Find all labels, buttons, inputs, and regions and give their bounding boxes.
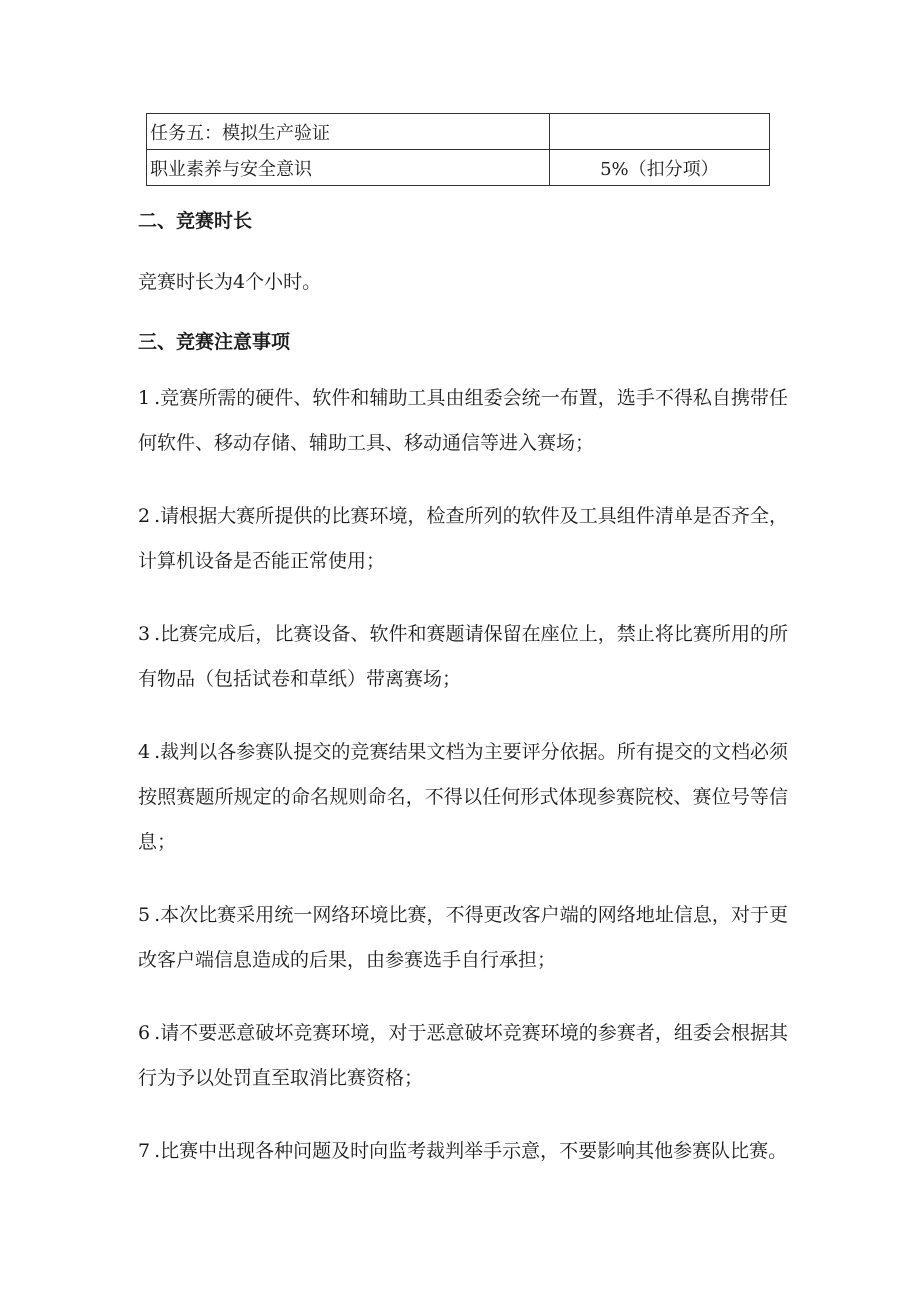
table-row (147, 114, 770, 150)
note-text: .本次比赛采用统一网络环境比赛，不得更改客户端的网络地址信息，对于更改客户端信息造成的后果，由参赛选手自行承担； (138, 904, 788, 971)
note-text: .比赛完成后，比赛设备、软件和赛题请保留在座位上，禁止将比赛所用的所有物品（包括试卷和草纸）带离赛场； (138, 623, 788, 690)
note-number: 2 (138, 505, 151, 527)
duration-text: 竞赛时长为4个小时。 (138, 271, 322, 293)
list-item (138, 376, 788, 466)
note-number: 7 (138, 1140, 151, 1162)
note-number: 3 (138, 623, 151, 645)
table-cell-item: 任务五：模拟生产验证 (147, 114, 550, 150)
list-item (138, 1129, 788, 1174)
note-number: 5 (138, 904, 151, 926)
table-cell-item: 职业素养与安全意识 (147, 150, 550, 186)
list-item (138, 893, 788, 983)
section-title-notes: 三、竞赛注意事项 (138, 331, 291, 353)
note-number: 6 (138, 1022, 151, 1044)
list-item (138, 494, 788, 584)
note-text: .请不要恶意破坏竞赛环境，对于恶意破坏竞赛环境的参赛者，组委会根据其行为予以处罚直至取消比赛资格； (138, 1022, 788, 1089)
table-cell-score (549, 114, 769, 150)
section-title-duration: 二、竞赛时长 (138, 210, 253, 232)
notes-list (138, 376, 788, 1202)
note-text: .裁判以各参赛队提交的竞赛结果文档为主要评分依据。所有提交的文档必须按照赛题所规定的命名规则命名，不得以任何形式体现参赛院校、赛位号等信息； (138, 741, 788, 853)
list-item (138, 1011, 788, 1101)
table-cell-score: 5%（扣分项） (549, 150, 769, 186)
score-table (146, 113, 770, 186)
list-item (138, 730, 788, 865)
note-number: 1 (138, 387, 151, 409)
note-text: .竞赛所需的硬件、软件和辅助工具由组委会统一布置，选手不得私自携带任何软件、移动存储、辅助工具、移动通信等进入赛场； (138, 387, 788, 454)
note-number: 4 (138, 741, 151, 763)
table-row (147, 150, 770, 186)
note-text: .请根据大赛所提供的比赛环境，检查所列的软件及工具组件清单是否齐全，计算机设备是否能正常使用； (138, 505, 788, 572)
note-text: .比赛中出现各种问题及时向监考裁判举手示意，不要影响其他参赛队比赛。 (154, 1140, 788, 1162)
list-item (138, 612, 788, 702)
